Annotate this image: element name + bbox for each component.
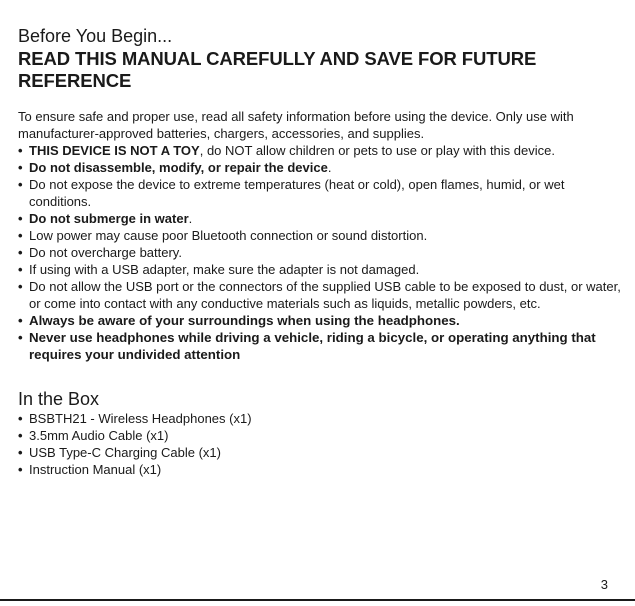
safety-list: [18, 142, 622, 363]
safety-item-submerge: [18, 210, 622, 227]
in-the-box-heading: In the Box: [18, 389, 100, 409]
safety-item-usb-adapter: • If using with a USB adapter, make sure the adapter is not damaged.: [18, 261, 622, 278]
safety-item-toy-text: , do NOT allow children or pets to use or play with this device.: [199, 143, 555, 158]
safety-item-never: • Never use headphones while driving a vehicle, riding a bicycle, or operating anything that requires your undivided attention: [18, 329, 622, 363]
box-item: • BSBTH21 - Wireless Headphones (x1): [18, 410, 622, 427]
safety-item-toy: [18, 142, 622, 159]
safety-item-temperature: • Do not expose the device to extreme temperatures (heat or cold), open flames, humid, or wet conditions.: [18, 176, 622, 210]
safety-item-disassemble: [18, 159, 622, 176]
safety-item-usb-port: • Do not allow the USB port or the connectors of the supplied USB cable to be exposed to dust, or water, or come into contact with any conductive materials such as liquids, metallic powders, etc.: [18, 278, 622, 312]
safety-item-toy-bold: THIS DEVICE IS NOT A TOY: [29, 143, 200, 158]
safety-item-disassemble-text: .: [327, 160, 332, 175]
intro-paragraph: To ensure safe and proper use, read all safety information before using the device. Only use with manufacturer-approved batteries, chargers, accessories, and supplies.: [18, 109, 574, 141]
page-number: 3: [600, 577, 608, 592]
safety-item-overcharge: • Do not overcharge battery.: [18, 244, 622, 261]
safety-item-submerge-bold: Do not submerge in water: [29, 211, 189, 226]
safety-item-aware: • Always be aware of your surroundings when using the headphones.: [18, 312, 622, 329]
before-you-begin-heading: Before You Begin...: [18, 26, 173, 46]
box-item: • Instruction Manual (x1): [18, 461, 622, 478]
safety-item-low-power: • Low power may cause poor Bluetooth connection or sound distortion.: [18, 227, 622, 244]
bottom-rule: [0, 599, 635, 601]
safety-item-submerge-text: .: [188, 211, 193, 226]
box-item: • 3.5mm Audio Cable (x1): [18, 427, 622, 444]
safety-item-disassemble-bold: Do not disassemble, modify, or repair the device: [29, 160, 328, 175]
read-manual-heading: READ THIS MANUAL CAREFULLY AND SAVE FOR FUTURE REFERENCE: [18, 48, 537, 91]
manual-page: [18, 26, 622, 478]
box-item: • USB Type-C Charging Cable (x1): [18, 444, 622, 461]
box-contents-list: [18, 410, 622, 478]
